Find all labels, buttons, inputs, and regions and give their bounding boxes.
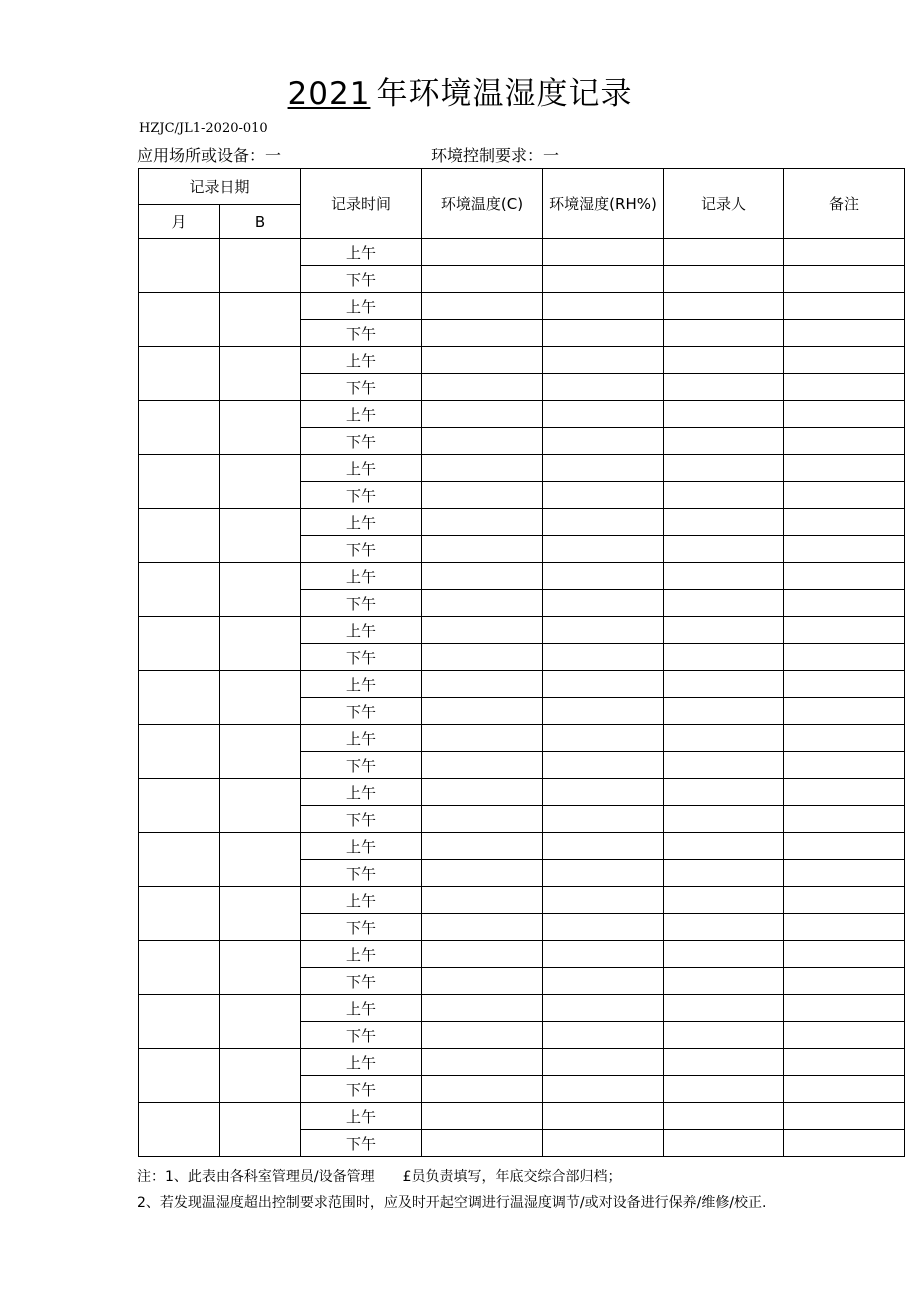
remarks-cell[interactable] [784, 806, 905, 833]
humidity-cell[interactable] [543, 671, 664, 698]
recorder-cell[interactable] [664, 455, 784, 482]
time-cell-am: 上午 [301, 725, 422, 752]
temperature-cell[interactable] [422, 347, 543, 374]
temperature-cell[interactable] [422, 482, 543, 509]
month-cell[interactable] [139, 293, 220, 347]
recorder-cell[interactable] [664, 509, 784, 536]
humidity-cell[interactable] [543, 1049, 664, 1076]
table-row [139, 563, 905, 590]
temperature-cell[interactable] [422, 644, 543, 671]
remarks-cell[interactable] [784, 536, 905, 563]
remarks-cell[interactable] [784, 914, 905, 941]
humidity-cell[interactable] [543, 455, 664, 482]
recorder-cell[interactable] [664, 995, 784, 1022]
temperature-cell[interactable] [422, 266, 543, 293]
remarks-cell[interactable] [784, 1076, 905, 1103]
remarks-cell[interactable] [784, 1049, 905, 1076]
time-cell-pm: 下午 [301, 374, 422, 401]
header-remarks: 备注 [784, 169, 905, 239]
recorder-cell[interactable] [664, 698, 784, 725]
month-cell[interactable] [139, 1103, 220, 1157]
humidity-cell[interactable] [543, 833, 664, 860]
humidity-cell[interactable] [543, 860, 664, 887]
table-row [139, 995, 905, 1022]
day-cell[interactable] [220, 995, 301, 1049]
month-cell[interactable] [139, 941, 220, 995]
table-row [139, 401, 905, 428]
remarks-cell[interactable] [784, 482, 905, 509]
humidity-cell[interactable] [543, 590, 664, 617]
remarks-cell[interactable] [784, 725, 905, 752]
remarks-cell[interactable] [784, 779, 905, 806]
humidity-cell[interactable] [543, 374, 664, 401]
recorder-cell[interactable] [664, 563, 784, 590]
humidity-cell[interactable] [543, 428, 664, 455]
day-cell[interactable] [220, 1103, 301, 1157]
time-cell-pm: 下午 [301, 266, 422, 293]
temperature-cell[interactable] [422, 239, 543, 266]
notes [137, 1164, 767, 1216]
note-line-1: 注：1、此表由各科室管理员/设备管理 £员负责填写，年底交综合部归档； [137, 1169, 622, 1185]
day-cell[interactable] [220, 563, 301, 617]
month-cell[interactable] [139, 455, 220, 509]
time-cell-am: 上午 [301, 779, 422, 806]
recorder-cell[interactable] [664, 968, 784, 995]
temperature-cell[interactable] [422, 428, 543, 455]
humidity-cell[interactable] [543, 914, 664, 941]
time-cell-pm: 下午 [301, 860, 422, 887]
humidity-cell[interactable] [543, 725, 664, 752]
time-cell-am: 上午 [301, 1049, 422, 1076]
remarks-cell[interactable] [784, 671, 905, 698]
time-cell-am: 上午 [301, 887, 422, 914]
day-cell[interactable] [220, 671, 301, 725]
table-row [139, 779, 905, 806]
table-row [139, 833, 905, 860]
humidity-cell[interactable] [543, 968, 664, 995]
time-cell-am: 上午 [301, 509, 422, 536]
recorder-cell[interactable] [664, 401, 784, 428]
humidity-cell[interactable] [543, 536, 664, 563]
table-row [139, 617, 905, 644]
header-month: 月 [139, 205, 220, 239]
header-recorder: 记录人 [664, 169, 784, 239]
remarks-cell[interactable] [784, 509, 905, 536]
temperature-cell[interactable] [422, 1130, 543, 1157]
remarks-cell[interactable] [784, 374, 905, 401]
temperature-cell[interactable] [422, 617, 543, 644]
time-cell-am: 上午 [301, 941, 422, 968]
remarks-cell[interactable] [784, 590, 905, 617]
table-row [139, 509, 905, 536]
table-row [139, 887, 905, 914]
recorder-cell[interactable] [664, 428, 784, 455]
recorder-cell[interactable] [664, 833, 784, 860]
day-cell[interactable] [220, 347, 301, 401]
remarks-cell[interactable] [784, 995, 905, 1022]
table-row [139, 671, 905, 698]
month-cell[interactable] [139, 725, 220, 779]
note-line-2: 2、若发现温湿度超出控制要求范围时，应及时开起空调进行温湿度调节/或对设备进行保养/维修/校正. [137, 1195, 767, 1211]
recorder-cell[interactable] [664, 779, 784, 806]
humidity-cell[interactable] [543, 293, 664, 320]
month-cell[interactable] [139, 995, 220, 1049]
day-cell[interactable] [220, 725, 301, 779]
month-cell[interactable] [139, 563, 220, 617]
time-cell-am: 上午 [301, 401, 422, 428]
humidity-cell[interactable] [543, 1022, 664, 1049]
time-cell-am: 上午 [301, 833, 422, 860]
temperature-cell[interactable] [422, 563, 543, 590]
time-cell-pm: 下午 [301, 590, 422, 617]
temperature-cell[interactable] [422, 536, 543, 563]
time-cell-pm: 下午 [301, 536, 422, 563]
temperature-cell[interactable] [422, 752, 543, 779]
remarks-cell[interactable] [784, 563, 905, 590]
remarks-cell[interactable] [784, 1022, 905, 1049]
month-cell[interactable] [139, 239, 220, 293]
month-cell[interactable] [139, 1049, 220, 1103]
time-cell-pm: 下午 [301, 1022, 422, 1049]
temperature-cell[interactable] [422, 887, 543, 914]
recorder-cell[interactable] [664, 941, 784, 968]
remarks-cell[interactable] [784, 401, 905, 428]
time-cell-am: 上午 [301, 455, 422, 482]
humidity-cell[interactable] [543, 617, 664, 644]
header-day: B [220, 205, 301, 239]
remarks-cell[interactable] [784, 455, 905, 482]
recorder-cell[interactable] [664, 671, 784, 698]
remarks-cell[interactable] [784, 347, 905, 374]
recorder-cell[interactable] [664, 320, 784, 347]
remarks-cell[interactable] [784, 293, 905, 320]
recorder-cell[interactable] [664, 644, 784, 671]
humidity-cell[interactable] [543, 1076, 664, 1103]
humidity-cell[interactable] [543, 563, 664, 590]
table-row [139, 941, 905, 968]
day-cell[interactable] [220, 887, 301, 941]
recorder-cell[interactable] [664, 374, 784, 401]
remarks-cell[interactable] [784, 428, 905, 455]
recorder-cell[interactable] [664, 1022, 784, 1049]
month-cell[interactable] [139, 887, 220, 941]
table-row [139, 1103, 905, 1130]
table-row [139, 347, 905, 374]
table-row [139, 239, 905, 266]
page-title [0, 74, 920, 114]
humidity-cell[interactable] [543, 779, 664, 806]
temperature-cell[interactable] [422, 995, 543, 1022]
header-humidity: 环境湿度(RH%) [543, 169, 664, 239]
temperature-cell[interactable] [422, 590, 543, 617]
recorder-cell[interactable] [664, 347, 784, 374]
time-cell-pm: 下午 [301, 428, 422, 455]
temperature-cell[interactable] [422, 671, 543, 698]
humidity-cell[interactable] [543, 320, 664, 347]
remarks-cell[interactable] [784, 644, 905, 671]
time-cell-am: 上午 [301, 995, 422, 1022]
recorder-cell[interactable] [664, 617, 784, 644]
header-record-time: 记录时间 [301, 169, 422, 239]
temperature-cell[interactable] [422, 1049, 543, 1076]
recorder-cell[interactable] [664, 482, 784, 509]
remarks-cell[interactable] [784, 833, 905, 860]
time-cell-pm: 下午 [301, 968, 422, 995]
remarks-cell[interactable] [784, 320, 905, 347]
time-cell-pm: 下午 [301, 482, 422, 509]
day-cell[interactable] [220, 833, 301, 887]
humidity-cell[interactable] [543, 752, 664, 779]
month-cell[interactable] [139, 779, 220, 833]
record-table-body [139, 239, 905, 1157]
month-cell[interactable] [139, 617, 220, 671]
temperature-cell[interactable] [422, 293, 543, 320]
remarks-cell[interactable] [784, 617, 905, 644]
temperature-cell[interactable] [422, 509, 543, 536]
temperature-cell[interactable] [422, 833, 543, 860]
temperature-cell[interactable] [422, 455, 543, 482]
header-temperature: 环境温度(C) [422, 169, 543, 239]
day-cell[interactable] [220, 401, 301, 455]
day-cell[interactable] [220, 1049, 301, 1103]
temperature-cell[interactable] [422, 698, 543, 725]
humidity-cell[interactable] [543, 401, 664, 428]
header-record-date: 记录日期 [139, 169, 301, 205]
time-cell-am: 上午 [301, 293, 422, 320]
time-cell-pm: 下午 [301, 806, 422, 833]
humidity-cell[interactable] [543, 887, 664, 914]
recorder-cell[interactable] [664, 725, 784, 752]
remarks-cell[interactable] [784, 1103, 905, 1130]
temperature-cell[interactable] [422, 1103, 543, 1130]
humidity-cell[interactable] [543, 266, 664, 293]
day-cell[interactable] [220, 779, 301, 833]
temperature-cell[interactable] [422, 725, 543, 752]
requirement-label: 环境控制要求：一 [431, 146, 560, 165]
time-cell-pm: 下午 [301, 1076, 422, 1103]
remarks-cell[interactable] [784, 968, 905, 995]
recorder-cell[interactable] [664, 1130, 784, 1157]
temperature-cell[interactable] [422, 806, 543, 833]
time-cell-am: 上午 [301, 1103, 422, 1130]
recorder-cell[interactable] [664, 752, 784, 779]
remarks-cell[interactable] [784, 239, 905, 266]
humidity-cell[interactable] [543, 1130, 664, 1157]
temperature-cell[interactable] [422, 968, 543, 995]
time-cell-pm: 下午 [301, 914, 422, 941]
time-cell-pm: 下午 [301, 1130, 422, 1157]
humidity-cell[interactable] [543, 482, 664, 509]
humidity-cell[interactable] [543, 347, 664, 374]
day-cell[interactable] [220, 293, 301, 347]
title-year: 2021 [287, 76, 371, 112]
temperature-cell[interactable] [422, 860, 543, 887]
recorder-cell[interactable] [664, 1076, 784, 1103]
humidity-cell[interactable] [543, 698, 664, 725]
month-cell[interactable] [139, 833, 220, 887]
month-cell[interactable] [139, 347, 220, 401]
temperature-cell[interactable] [422, 374, 543, 401]
record-table [138, 168, 905, 1157]
month-cell[interactable] [139, 401, 220, 455]
recorder-cell[interactable] [664, 914, 784, 941]
day-cell[interactable] [220, 509, 301, 563]
month-cell[interactable] [139, 509, 220, 563]
temperature-cell[interactable] [422, 914, 543, 941]
title-text: 年环境温湿度记录 [376, 76, 633, 112]
table-row [139, 725, 905, 752]
humidity-cell[interactable] [543, 941, 664, 968]
time-cell-am: 上午 [301, 563, 422, 590]
time-cell-pm: 下午 [301, 698, 422, 725]
recorder-cell[interactable] [664, 293, 784, 320]
recorder-cell[interactable] [664, 536, 784, 563]
day-cell[interactable] [220, 617, 301, 671]
time-cell-am: 上午 [301, 671, 422, 698]
remarks-cell[interactable] [784, 266, 905, 293]
day-cell[interactable] [220, 455, 301, 509]
recorder-cell[interactable] [664, 590, 784, 617]
recorder-cell[interactable] [664, 887, 784, 914]
day-cell[interactable] [220, 239, 301, 293]
time-cell-pm: 下午 [301, 752, 422, 779]
humidity-cell[interactable] [543, 509, 664, 536]
recorder-cell[interactable] [664, 1103, 784, 1130]
table-row [139, 293, 905, 320]
recorder-cell[interactable] [664, 806, 784, 833]
recorder-cell[interactable] [664, 1049, 784, 1076]
temperature-cell[interactable] [422, 779, 543, 806]
temperature-cell[interactable] [422, 941, 543, 968]
humidity-cell[interactable] [543, 1103, 664, 1130]
remarks-cell[interactable] [784, 698, 905, 725]
temperature-cell[interactable] [422, 1076, 543, 1103]
temperature-cell[interactable] [422, 401, 543, 428]
location-label: 应用场所或设备：一 [137, 146, 282, 165]
recorder-cell[interactable] [664, 266, 784, 293]
remarks-cell[interactable] [784, 860, 905, 887]
time-cell-pm: 下午 [301, 644, 422, 671]
temperature-cell[interactable] [422, 320, 543, 347]
temperature-cell[interactable] [422, 1022, 543, 1049]
month-cell[interactable] [139, 671, 220, 725]
time-cell-am: 上午 [301, 347, 422, 374]
remarks-cell[interactable] [784, 1130, 905, 1157]
time-cell-am: 上午 [301, 239, 422, 266]
table-row [139, 455, 905, 482]
document-code: HZJC/JL1-2020-010 [139, 121, 268, 136]
recorder-cell[interactable] [664, 860, 784, 887]
remarks-cell[interactable] [784, 941, 905, 968]
day-cell[interactable] [220, 941, 301, 995]
time-cell-am: 上午 [301, 617, 422, 644]
recorder-cell[interactable] [664, 239, 784, 266]
humidity-cell[interactable] [543, 239, 664, 266]
time-cell-pm: 下午 [301, 320, 422, 347]
humidity-cell[interactable] [543, 995, 664, 1022]
remarks-cell[interactable] [784, 752, 905, 779]
remarks-cell[interactable] [784, 887, 905, 914]
humidity-cell[interactable] [543, 644, 664, 671]
humidity-cell[interactable] [543, 806, 664, 833]
table-row [139, 1049, 905, 1076]
